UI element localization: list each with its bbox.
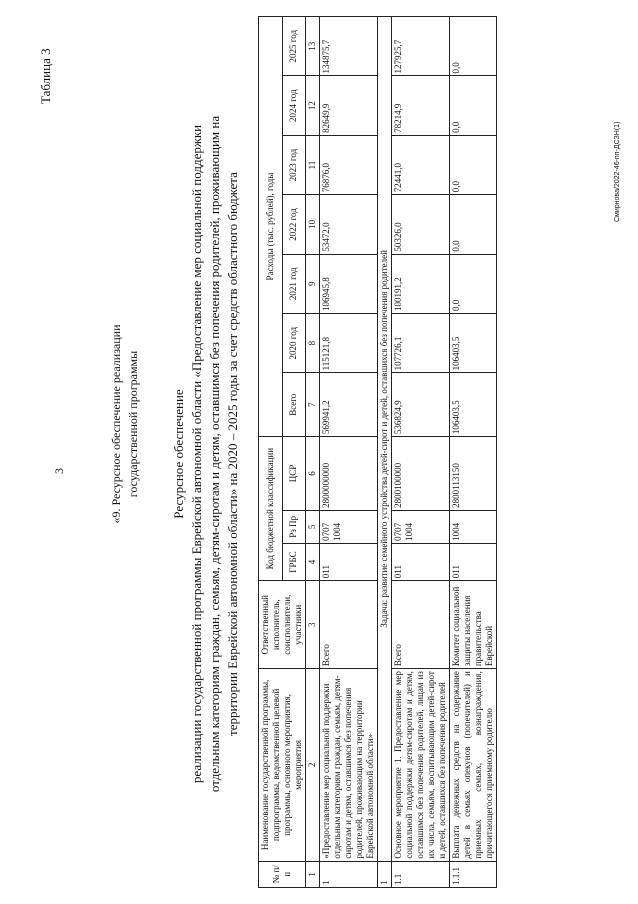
section-heading-line: государственной программы <box>126 350 140 498</box>
header-2024: 2024 год <box>282 76 306 135</box>
section-heading-line: «9. Ресурсное обеспечение реализации <box>109 324 123 524</box>
header-kbk: Код бюджетной классификации <box>259 437 283 581</box>
row-2020: 106403,5 <box>450 313 497 372</box>
row-csr: 2800100000 <box>392 437 450 511</box>
row-2023: 76876,0 <box>320 135 378 194</box>
col-number: 13 <box>306 17 320 76</box>
col-number: 1 <box>306 861 320 887</box>
subtitle-line: Ресурсное обеспечение <box>171 389 186 519</box>
task-row <box>378 17 392 888</box>
col-number: 6 <box>306 437 320 511</box>
header-exec: Ответственный исполнитель, соисполнители, участники <box>259 581 306 669</box>
col-number: 4 <box>306 543 320 580</box>
table-row <box>450 17 497 888</box>
row-total: 106403,5 <box>450 373 497 437</box>
header-total: Всего <box>282 373 306 437</box>
row-exec: Всего <box>392 581 450 669</box>
row-total: 569941,2 <box>320 373 378 437</box>
col-number: 5 <box>306 510 320 543</box>
subtitle-line: территории Еврейской автономной области» на 2020 – 2025 годы за счет средств областного бюджета <box>225 172 240 736</box>
row-num: 1.1 <box>392 861 450 887</box>
row-2025: 127925,7 <box>392 17 450 76</box>
row-2025: 0,0 <box>450 17 497 76</box>
row-2023: 0,0 <box>450 135 497 194</box>
row-2024: 78214,9 <box>392 76 450 135</box>
row-2020: 107726,1 <box>392 313 450 372</box>
table-label: Таблица 3 <box>38 48 53 104</box>
row-grbs: 011 <box>450 543 497 580</box>
header-2020: 2020 год <box>282 313 306 372</box>
col-number: 7 <box>306 373 320 437</box>
header-expenses: Расходы (тыс. рублей), годы <box>259 17 283 437</box>
col-number: 11 <box>306 135 320 194</box>
resource-table <box>258 16 497 888</box>
col-number: 3 <box>306 581 320 669</box>
row-2024: 0,0 <box>450 76 497 135</box>
row-name: Выплата денежных средств на содержание детей в семьях опекунов (попечителей) и приемных семьях, вознаграждения, причитающегося приемному родителю <box>450 669 497 861</box>
row-name: Основное мероприятие 1. Предоставление мер социальной поддержки детям-сиротам и детям, оставшимся без попечения родителей, лицам из их числа, семьям, воспитывающим детей-сирот и детей, оставшихся без попечения родителей <box>392 669 450 861</box>
header-2025: 2025 год <box>282 17 306 76</box>
row-total: 536824,9 <box>392 373 450 437</box>
row-exec: Комитет социальной защиты населения правительства Еврейской <box>450 581 497 669</box>
row-rz: 1004 <box>450 510 497 543</box>
page-number: 3 <box>52 468 66 474</box>
row-2024: 82649,9 <box>320 76 378 135</box>
row-grbs: 011 <box>392 543 450 580</box>
header-num: № п/п <box>259 861 306 887</box>
col-number: 2 <box>306 669 320 861</box>
header-csr: ЦСР <box>282 437 306 511</box>
row-2021: 106945,8 <box>320 254 378 313</box>
row-exec: Всего <box>320 581 378 669</box>
header-rz: Рз Пр <box>282 510 306 543</box>
column-number-row <box>306 17 320 888</box>
row-2023: 72441,0 <box>392 135 450 194</box>
row-rz: 0707 1004 <box>320 510 378 543</box>
row-2025: 134875,7 <box>320 17 378 76</box>
col-number: 9 <box>306 254 320 313</box>
row-2022: 0,0 <box>450 195 497 254</box>
section-heading <box>108 124 142 724</box>
task-text: Задача: развитие семейного устройства детей-сирот и детей, оставшихся без попечения родителей <box>378 17 392 862</box>
row-grbs: 011 <box>320 543 378 580</box>
row-2021: 0,0 <box>450 254 497 313</box>
row-num: 1.1.1 <box>450 861 497 887</box>
col-number: 10 <box>306 195 320 254</box>
header-grbs: ГРБС <box>282 543 306 580</box>
header-2022: 2022 год <box>282 195 306 254</box>
table-row <box>320 17 378 888</box>
header-name: Наименование государственной программы, подпрограммы, ведомственной целевой программы, основного мероприятия, мероприятия <box>259 669 306 861</box>
row-csr: 2800000000 <box>320 437 378 511</box>
subtitle-line: отдельным категориям граждан, семьям, детям-сиротам и детям, оставшимся без попечения родителей, проживающим на <box>207 115 222 793</box>
col-number: 12 <box>306 76 320 135</box>
row-rz: 0707 1004 <box>392 510 450 543</box>
subtitle-line: реализации государственной программы Еврейской автономной области «Предоставление мер социальной поддержки <box>189 124 204 784</box>
table-subtitle <box>170 24 242 884</box>
header-row <box>259 17 283 888</box>
row-2021: 100191,2 <box>392 254 450 313</box>
row-csr: 2800113150 <box>450 437 497 511</box>
header-2023: 2023 год <box>282 135 306 194</box>
footer-code: Смирнова/2022-46-пп-ДСЗН(1) <box>614 121 621 222</box>
row-num: 1 <box>320 861 378 887</box>
col-number: 8 <box>306 313 320 372</box>
header-2021: 2021 год <box>282 254 306 313</box>
task-num: 1 <box>378 861 392 887</box>
row-2022: 50326,0 <box>392 195 450 254</box>
row-2020: 115121,8 <box>320 313 378 372</box>
table-row <box>392 17 450 888</box>
row-name: «Предоставление мер социальной поддержки отдельным категориям граждан, семьям, детям-сиротам и детям, оставшимся без попечения родителей, проживающим на территории Еврейской автономной области» <box>320 669 378 861</box>
row-2022: 53472,0 <box>320 195 378 254</box>
